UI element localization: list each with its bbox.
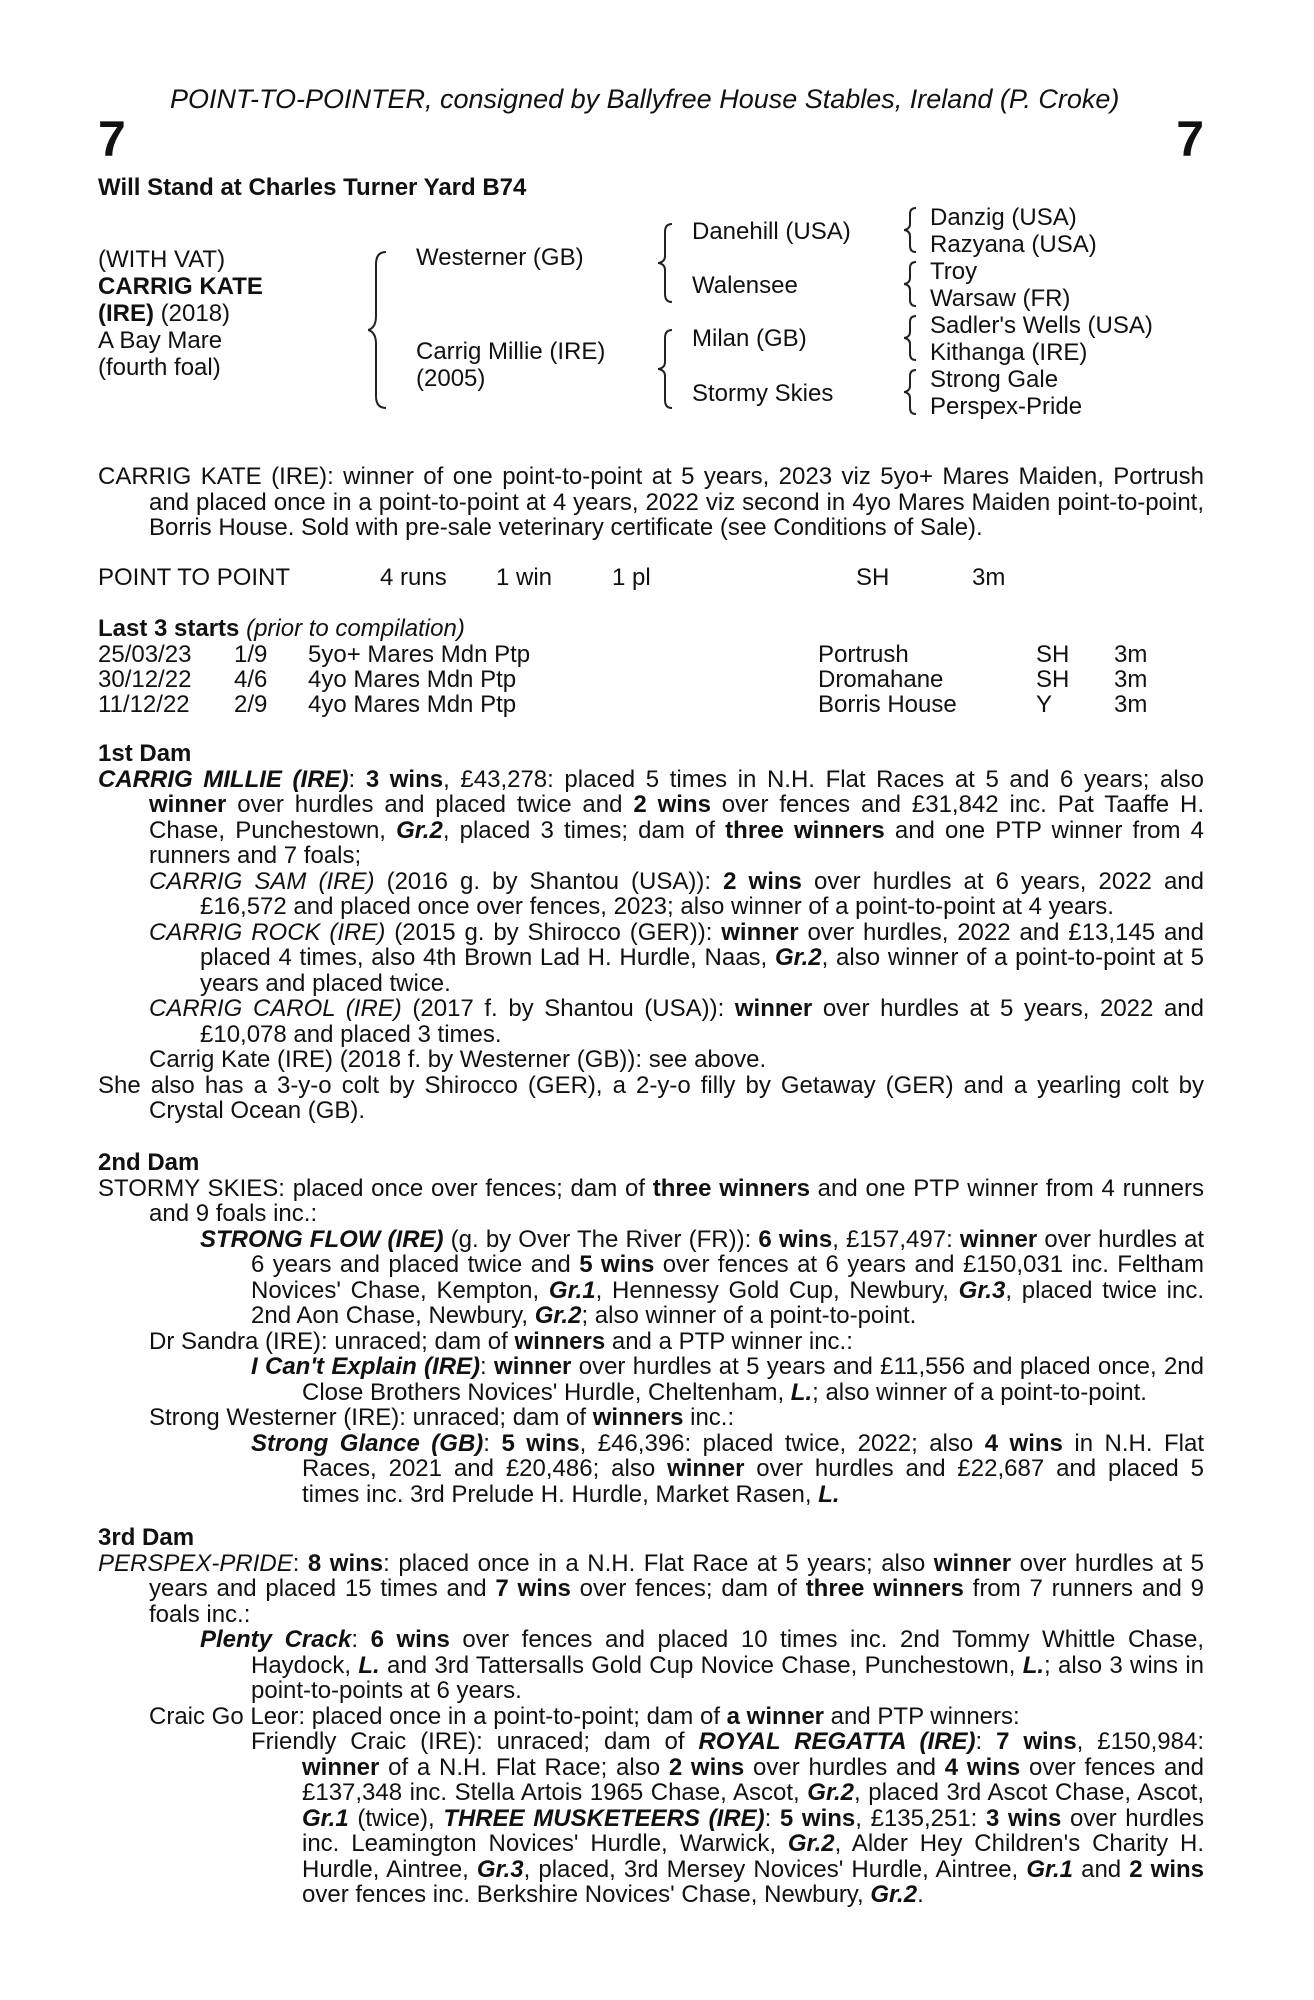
- foal-number: (fourth foal): [98, 354, 221, 381]
- start-date: 30/12/22: [98, 666, 192, 693]
- progeny-entry: I Can't Explain (IRE): winner over hurdles at 5 years and £11,556 and placed once, 2nd Close Brothers Novices' Hurdle, Cheltenham, L.; also winner of a point-to-point.: [251, 1353, 1204, 1406]
- progeny-entry: Plenty Crack: 6 wins over fences and placed 10 times inc. 2nd Tommy Whittle Chase, Haydock, L. and 3rd Tattersalls Gold Cup Novice Chase, Punchestown, L.; also 3 wins in point-to-points at 6 years.: [200, 1626, 1205, 1704]
- start-course: Portrush: [818, 641, 909, 668]
- record-wins: 1 win: [496, 564, 553, 591]
- record-going: SH: [856, 564, 890, 591]
- pedigree-sire: Westerner (GB): [416, 244, 584, 271]
- lot-number-left: 7: [98, 111, 126, 167]
- pedigree-brace-4: [904, 206, 922, 254]
- start-going: SH: [1036, 666, 1070, 693]
- start-date: 11/12/22: [98, 691, 190, 718]
- horse-name: CARRIG KATE: [98, 273, 263, 300]
- pedigree-gen3-5: Sadler's Wells (USA): [930, 312, 1153, 339]
- pedigree-dam-year: (2005): [416, 365, 486, 392]
- second-dam-paragraph: STORMY SKIES: placed once over fences; dam of three winners and one PTP winner from 4 runners and 9 foals inc.:: [98, 1174, 1204, 1227]
- progeny-entry: Strong Glance (GB): 5 wins, £46,396: placed twice, 2022; also 4 wins in N.H. Flat Races, 2021 and £20,486; also winner over hurdles and £22,687 and placed 5 times inc. 3rd Prelude H. Hurdle, Market Rasen, L.: [251, 1429, 1204, 1508]
- progeny-entry: CARRIG SAM (IRE) (2016 g. by Shantou (USA)): 2 wins over hurdles at 6 years, 2022 and £16,572 and placed once over fences, 2023; also winner of a point-to-point at 4 years.: [149, 867, 1205, 920]
- pedigree-gen3-1: Danzig (USA): [930, 204, 1077, 231]
- record-placed: 1 pl: [612, 564, 651, 591]
- progeny-entry: CARRIG ROCK (IRE) (2015 g. by Shirocco (GER)): winner over hurdles, 2022 and £13,145 and placed 4 times, also 4th Brown Lad H. Hurdle, Naas, Gr.2, also winner of a point-to-point at 5 years and placed twice.: [149, 918, 1205, 997]
- pedigree-brace-1: [368, 250, 392, 410]
- start-distance: 3m: [1114, 641, 1148, 668]
- pedigree-gen3-7: Strong Gale: [930, 366, 1059, 393]
- progeny-entry: Carrig Kate (IRE) (2018 f. by Westerner (GB)): see above.: [149, 1046, 767, 1073]
- pedigree-gen3-4: Warsaw (FR): [930, 285, 1071, 312]
- pedigree-gen3-6: Kithanga (IRE): [930, 339, 1088, 366]
- start-position: 1/9: [234, 641, 268, 668]
- pedigree-gen2-3: Milan (GB): [692, 325, 807, 352]
- start-position: 2/9: [234, 691, 268, 718]
- pedigree-brace-2: [658, 222, 678, 304]
- last-starts-note: (prior to compilation): [239, 615, 465, 642]
- pedigree-dam-name: Carrig Millie (IRE): [416, 338, 606, 365]
- consignment-line: POINT-TO-POINTER, consigned by Ballyfree House Stables, Ireland (P. Croke): [170, 84, 1120, 114]
- start-going: Y: [1036, 691, 1053, 718]
- pedigree-brace-6: [904, 314, 922, 362]
- last-starts-title: Last 3 starts: [98, 615, 240, 642]
- horse-identity: [98, 246, 263, 381]
- record-distance: 3m: [972, 564, 1006, 591]
- pedigree-gen3-8: Perspex-Pride: [930, 393, 1083, 420]
- third-dam-section: [98, 1525, 1204, 1908]
- start-distance: 3m: [1114, 691, 1148, 718]
- pedigree-brace-3: [658, 328, 678, 410]
- last-starts-heading: [98, 615, 465, 643]
- pedigree-dam: [416, 338, 605, 392]
- record-label: POINT TO POINT: [98, 564, 291, 591]
- pedigree-gen2-2: Walensee: [692, 272, 798, 299]
- progeny-entry: Friendly Craic (IRE): unraced; dam of ROYAL REGATTA (IRE): 7 wins, £150,984: winner of a N.H. Flat Race; also 2 wins over hurdles and 4 wins over fences and £137,348 inc. Stella Artois 1965 Chase, Ascot, Gr.2, placed 3rd Ascot Chase, Ascot, Gr.1 (twice), THREE MUSKETEERS (IRE): 5 wins, £135,251: 3 wins over hurdles inc. Leamington Novices' Hurdle, Warwick, Gr.2, Alder Hey Children's Charity H. Hurdle, Aintree, Gr.3, placed, 3rd Mersey Novices' Hurdle, Aintree, Gr.1 and 2 wins over fences inc. Berkshire Novices' Chase, Newbury, Gr.2.: [251, 1728, 1205, 1908]
- second-dam-heading: 2nd Dam: [98, 1149, 200, 1176]
- dam-name: CARRIG MILLIE (IRE): [98, 765, 349, 793]
- pedigree-gen3-3: Troy: [930, 258, 978, 285]
- horse-summary: [98, 464, 1204, 541]
- stabling-location: Will Stand at Charles Turner Yard B74: [98, 174, 527, 201]
- horse-description: A Bay Mare: [98, 327, 223, 354]
- pedigree-gen3-2: Razyana (USA): [930, 231, 1097, 258]
- horse-year: (2018): [154, 300, 231, 327]
- first-dam-paragraph: CARRIG MILLIE (IRE): 3 wins, £43,278: placed 5 times in N.H. Flat Races at 5 and 6 years; also winner over hurdles and placed twice and 2 wins over fences and £31,842 inc. Pat Taaffe H. Chase, Punchestown, Gr.2, placed 3 times; dam of three winners and one PTP winner from 4 runners and 7 foals;: [98, 765, 1205, 869]
- vat-note: (WITH VAT): [98, 246, 226, 273]
- start-race: 5yo+ Mares Mdn Ptp: [308, 641, 531, 668]
- pedigree-gen2-4: Stormy Skies: [692, 380, 834, 407]
- third-dam-heading: 3rd Dam: [98, 1524, 195, 1551]
- summary-text: CARRIG KATE (IRE): winner of one point-to-point at 5 years, 2023 viz 5yo+ Mares Maiden, Portrush and placed once in a point-to-point at 4 years, 2022 viz second in 4yo Mares Maiden point-to-point, Borris House. Sold with pre-sale veterinary certificate (see Conditions of Sale).: [98, 463, 1204, 541]
- start-race: 4yo Mares Mdn Ptp: [308, 666, 517, 693]
- pedigree-brace-7: [904, 368, 922, 416]
- second-dam-section: [98, 1150, 1204, 1507]
- progeny-entry: Dr Sandra (IRE): unraced; dam of winners and a PTP winner inc.:: [149, 1327, 853, 1355]
- progeny-entry: STRONG FLOW (IRE) (g. by Over The River (FR)): 6 wins, £157,497: winner over hurdles at 6 years and placed twice and 5 wins over fences at 6 years and £150,031 inc. Feltham Novices' Chase, Kempton, Gr.1, Hennessy Gold Cup, Newbury, Gr.3, placed twice inc. 2nd Aon Chase, Newbury, Gr.2; also winner of a point-to-point.: [200, 1225, 1205, 1329]
- progeny-entry: Craic Go Leor: placed once in a point-to-point; dam of a winner and PTP winners:: [149, 1702, 1020, 1730]
- additional-progeny: She also has a 3-y-o colt by Shirocco (GER), a 2-y-o filly by Getaway (GER) and a yearling colt by Crystal Ocean (GB).: [98, 1071, 1204, 1124]
- third-dam-paragraph: PERSPEX-PRIDE: 8 wins: placed once in a N.H. Flat Race at 5 years; also winner over hurdles at 5 years and placed 15 times and 7 wins over fences; dam of three winners from 7 runners and 9 foals inc.:: [98, 1549, 1205, 1628]
- start-going: SH: [1036, 641, 1070, 668]
- lot-number-right: 7: [1176, 111, 1204, 167]
- first-dam-section: [98, 741, 1204, 1124]
- progeny-entry: CARRIG CAROL (IRE) (2017 f. by Shantou (USA)): winner over hurdles at 5 years, 2022 and £10,078 and placed 3 times.: [149, 995, 1205, 1048]
- horse-country: (IRE): [98, 300, 154, 327]
- pedigree-brace-5: [904, 260, 922, 308]
- first-dam-heading: 1st Dam: [98, 740, 192, 767]
- start-race: 4yo Mares Mdn Ptp: [308, 691, 517, 718]
- start-course: Dromahane: [818, 666, 944, 693]
- start-distance: 3m: [1114, 666, 1148, 693]
- pedigree-gen2-1: Danehill (USA): [692, 218, 851, 245]
- start-date: 25/03/23: [98, 641, 192, 668]
- start-position: 4/6: [234, 666, 268, 693]
- progeny-entry: Strong Westerner (IRE): unraced; dam of winners inc.:: [149, 1404, 735, 1431]
- record-runs: 4 runs: [380, 564, 447, 591]
- start-course: Borris House: [818, 691, 957, 718]
